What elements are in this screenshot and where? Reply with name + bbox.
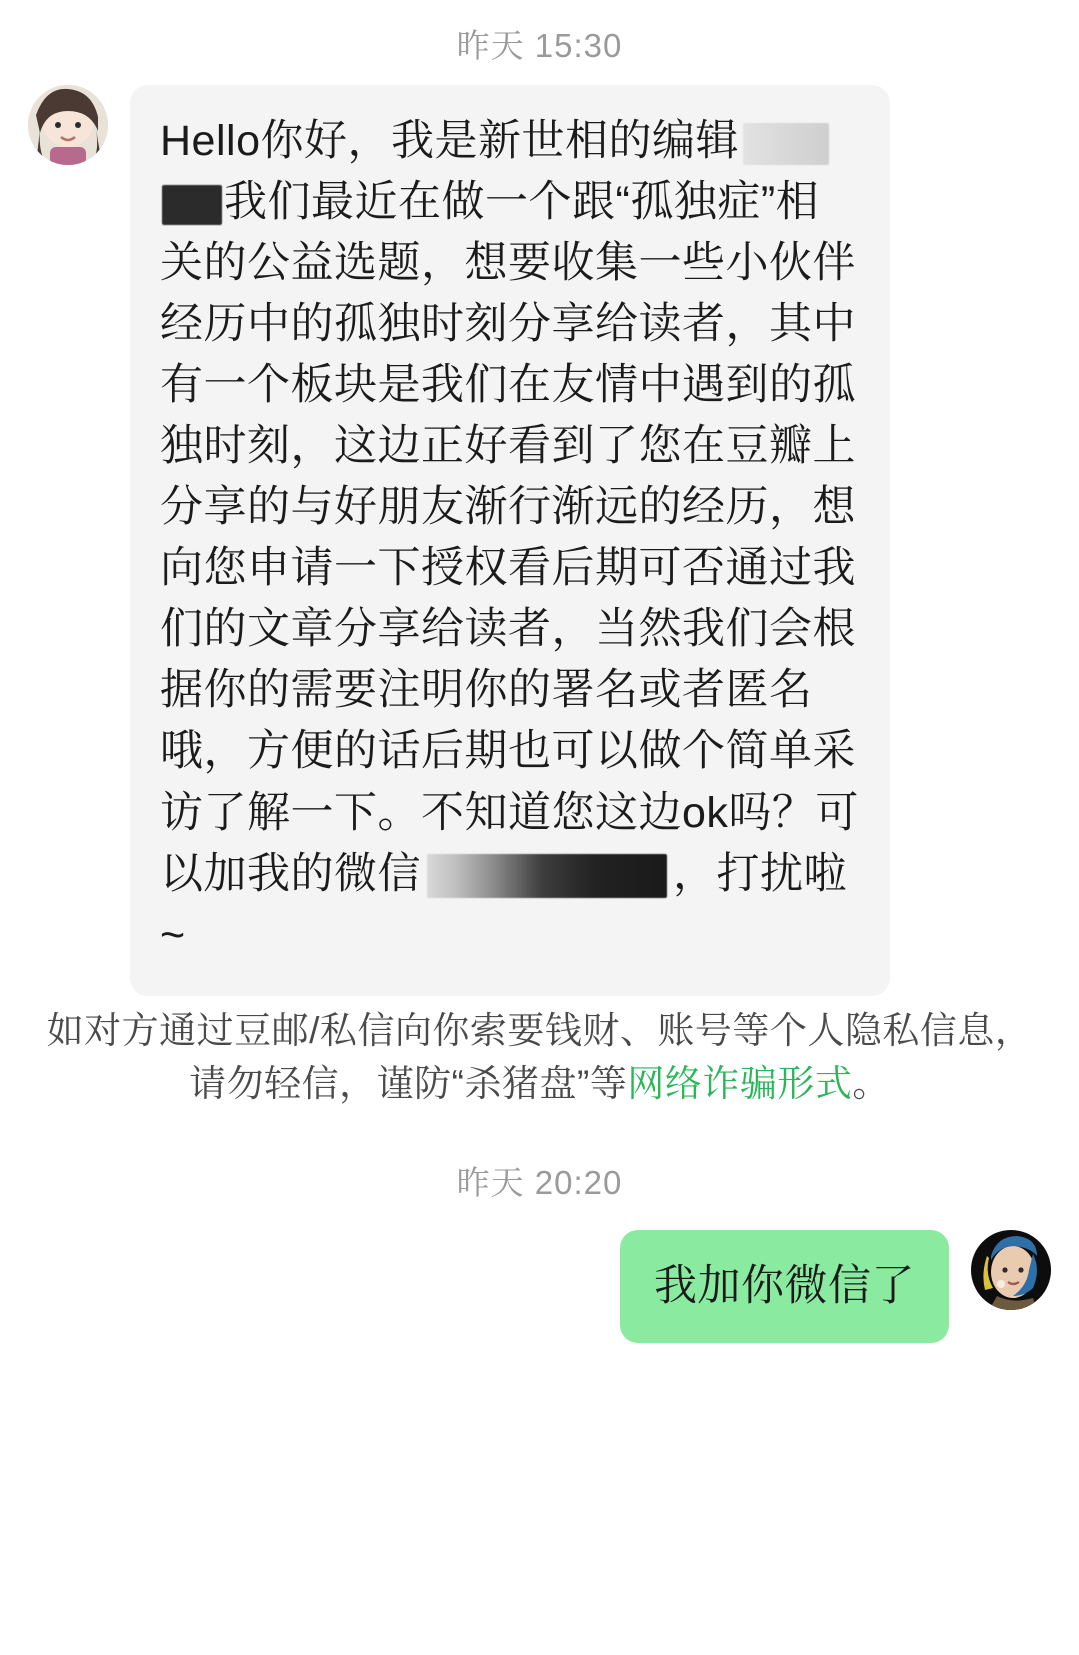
redacted-text-block xyxy=(743,123,829,165)
message-text-line-2: 我们最近在做一个跟“孤独症”相关的公益选题，想要收集一些小伙伴经历中的孤独时刻分享给读者，其中有一个板块是我们在友情中遇到的孤独时刻，这边正好看到了您在豆瓣上分享的与好朋友渐行渐远的经历，想向您申请一下授权看后期可否通过我们的文章分享给读者，当然我们会根据你的需要注明你的署名或者匿名哦，方便的话后期也可以做个简单采访了解一下。不知道您这边ok吗？可以加我的微信 xyxy=(160,178,859,898)
message-row-outgoing xyxy=(0,1230,1079,1343)
redacted-wechat-id xyxy=(427,854,667,898)
avatar-pearl-earring-icon xyxy=(971,1230,1051,1310)
contact-avatar[interactable] xyxy=(28,85,108,165)
message-text-line-1: Hello你好，我是新世相的编辑 xyxy=(160,117,739,165)
message-timestamp-first: 昨天 15:30 xyxy=(456,27,623,64)
safety-notice-text: 如对方通过豆邮/私信向你索要钱财、账号等个人隐私信息，请勿轻信，谨防“杀猪盘”等 xyxy=(46,1009,1033,1105)
safety-notice-text-end: 。 xyxy=(852,1063,890,1105)
redacted-text-block xyxy=(162,185,222,225)
message-row-incoming xyxy=(0,85,1079,996)
self-avatar[interactable] xyxy=(971,1230,1051,1310)
avatar-illustration-icon xyxy=(28,85,108,165)
message-timestamp-second: 昨天 20:20 xyxy=(456,1163,623,1201)
bottom-spacer xyxy=(0,1343,1079,1379)
safety-notice-link[interactable]: 网络诈骗形式 xyxy=(627,1063,853,1105)
safety-notice xyxy=(28,1004,1051,1111)
outgoing-message-bubble[interactable]: 我加你微信了 xyxy=(620,1230,949,1343)
message-text-line-3: ，打扰啦~ xyxy=(160,849,847,959)
incoming-message-bubble[interactable] xyxy=(130,85,890,996)
